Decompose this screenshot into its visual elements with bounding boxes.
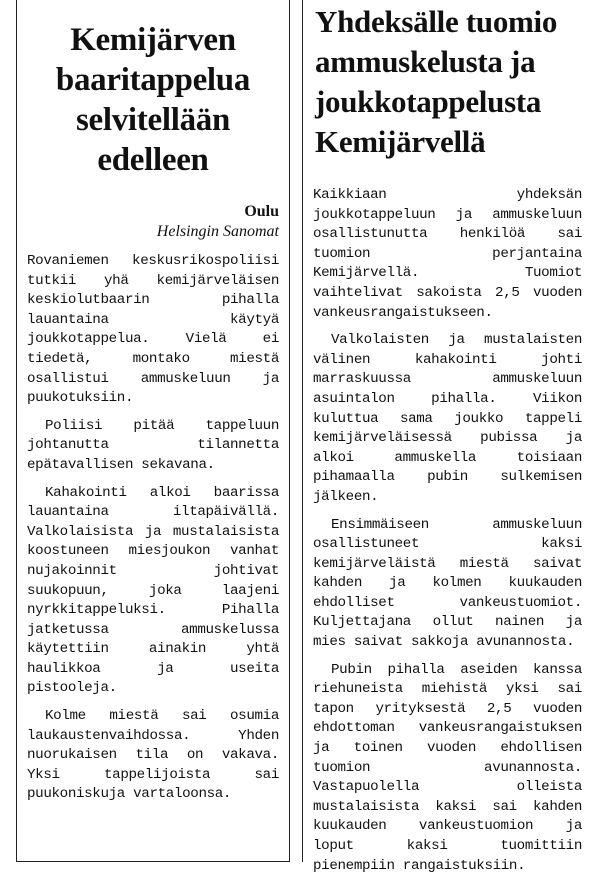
left-article (16, 0, 290, 862)
right-article-headline: Yhdeksälle tuomio ammuskelusta ja joukkotappelusta Kemijärvellä (315, 4, 558, 159)
right-paragraph-4: Pubin pihalla aseiden kanssa riehuneista miehistä yksi sai tapon yrityksestä 2,5 vuoden ehdottoman vankeusrangaistuksen ja toinen vuoden ehdollisen tuomion avunannosta. Vastapuolella olleista mustalaisista kaksi sai kahden kuukauden vankeustuomion ja loput kaksi tuomittiin pienempiin rangaistuksiin. (313, 661, 582, 874)
byline-source: Helsingin Sanomat (156, 223, 279, 240)
right-paragraph-1: Kaikkiaan yhdeksän joukkotappeluun ja ammuskeluun osallistunutta henkilöä sai tuomion perjantaina Kemijärvellä. Tuomiot vaihtelivat sakoista 2,5 vuoden vankeusrangaistukseen. (313, 187, 582, 321)
left-article-body (27, 252, 279, 805)
right-paragraph-3: Ensimmäiseen ammuskeluun osallistuneet kaksi kemijärveläistä miestä saivat kahden ja kolmen kuukauden ehdolliset vankeustuomiot. Kuljettajana ollut nainen ja mies saivat sakkoja avunannosta. (313, 516, 582, 651)
byline-place: Oulu (244, 203, 279, 220)
left-paragraph-2: Poliisi pitää tappeluun johtanutta tilannetta epätavallisen sekavana. (27, 417, 279, 473)
right-article-body (309, 186, 582, 876)
left-article-byline (27, 202, 279, 242)
left-paragraph-3: Kahakointi alkoi baarissa lauantaina iltapäivällä. Valkolaisista ja mustalaisista koostuneen miesjoukon vanhat nujakoinnit johtivat suukopuun, joka laajeni nyrkkitappeluksi. Pihalla jatketussa ammuskelussa käytettiin ainakin yhtä haulikkoa ja useita pistooleja. (27, 484, 279, 697)
left-paragraph-4: Kolme miestä sai osumia laukaustenvaihdossa. Yhden nuorukaisen tila on vakava. Yksi tappelijoista sai puukoniskuja vartaloonsa. (27, 708, 279, 803)
left-article-headline: Kemijärven baaritappelua selvitellään edelleen (55, 22, 251, 178)
right-article (302, 0, 588, 874)
right-paragraph-2: Valkolaisten ja mustalaisten välinen kahakointi johti marraskuussa ammuskeluun asuintalon pihalla. Viikon kuluttua sama joukko tappeli kemijärveläisessä pubissa ja alkoi ammuskella toisiaan pihamaalla pubin sulkemisen jälkeen. (313, 332, 582, 505)
left-paragraph-1: Rovaniemen keskusrikospoliisi tutkii yhä kemijärveläisen keskiolutbaarin pihalla lauantaina käytyä joukkotappelua. Vielä ei tiedetä, montako miestä osallistui ammuskeluun ja puukotuksiin. (27, 253, 279, 407)
